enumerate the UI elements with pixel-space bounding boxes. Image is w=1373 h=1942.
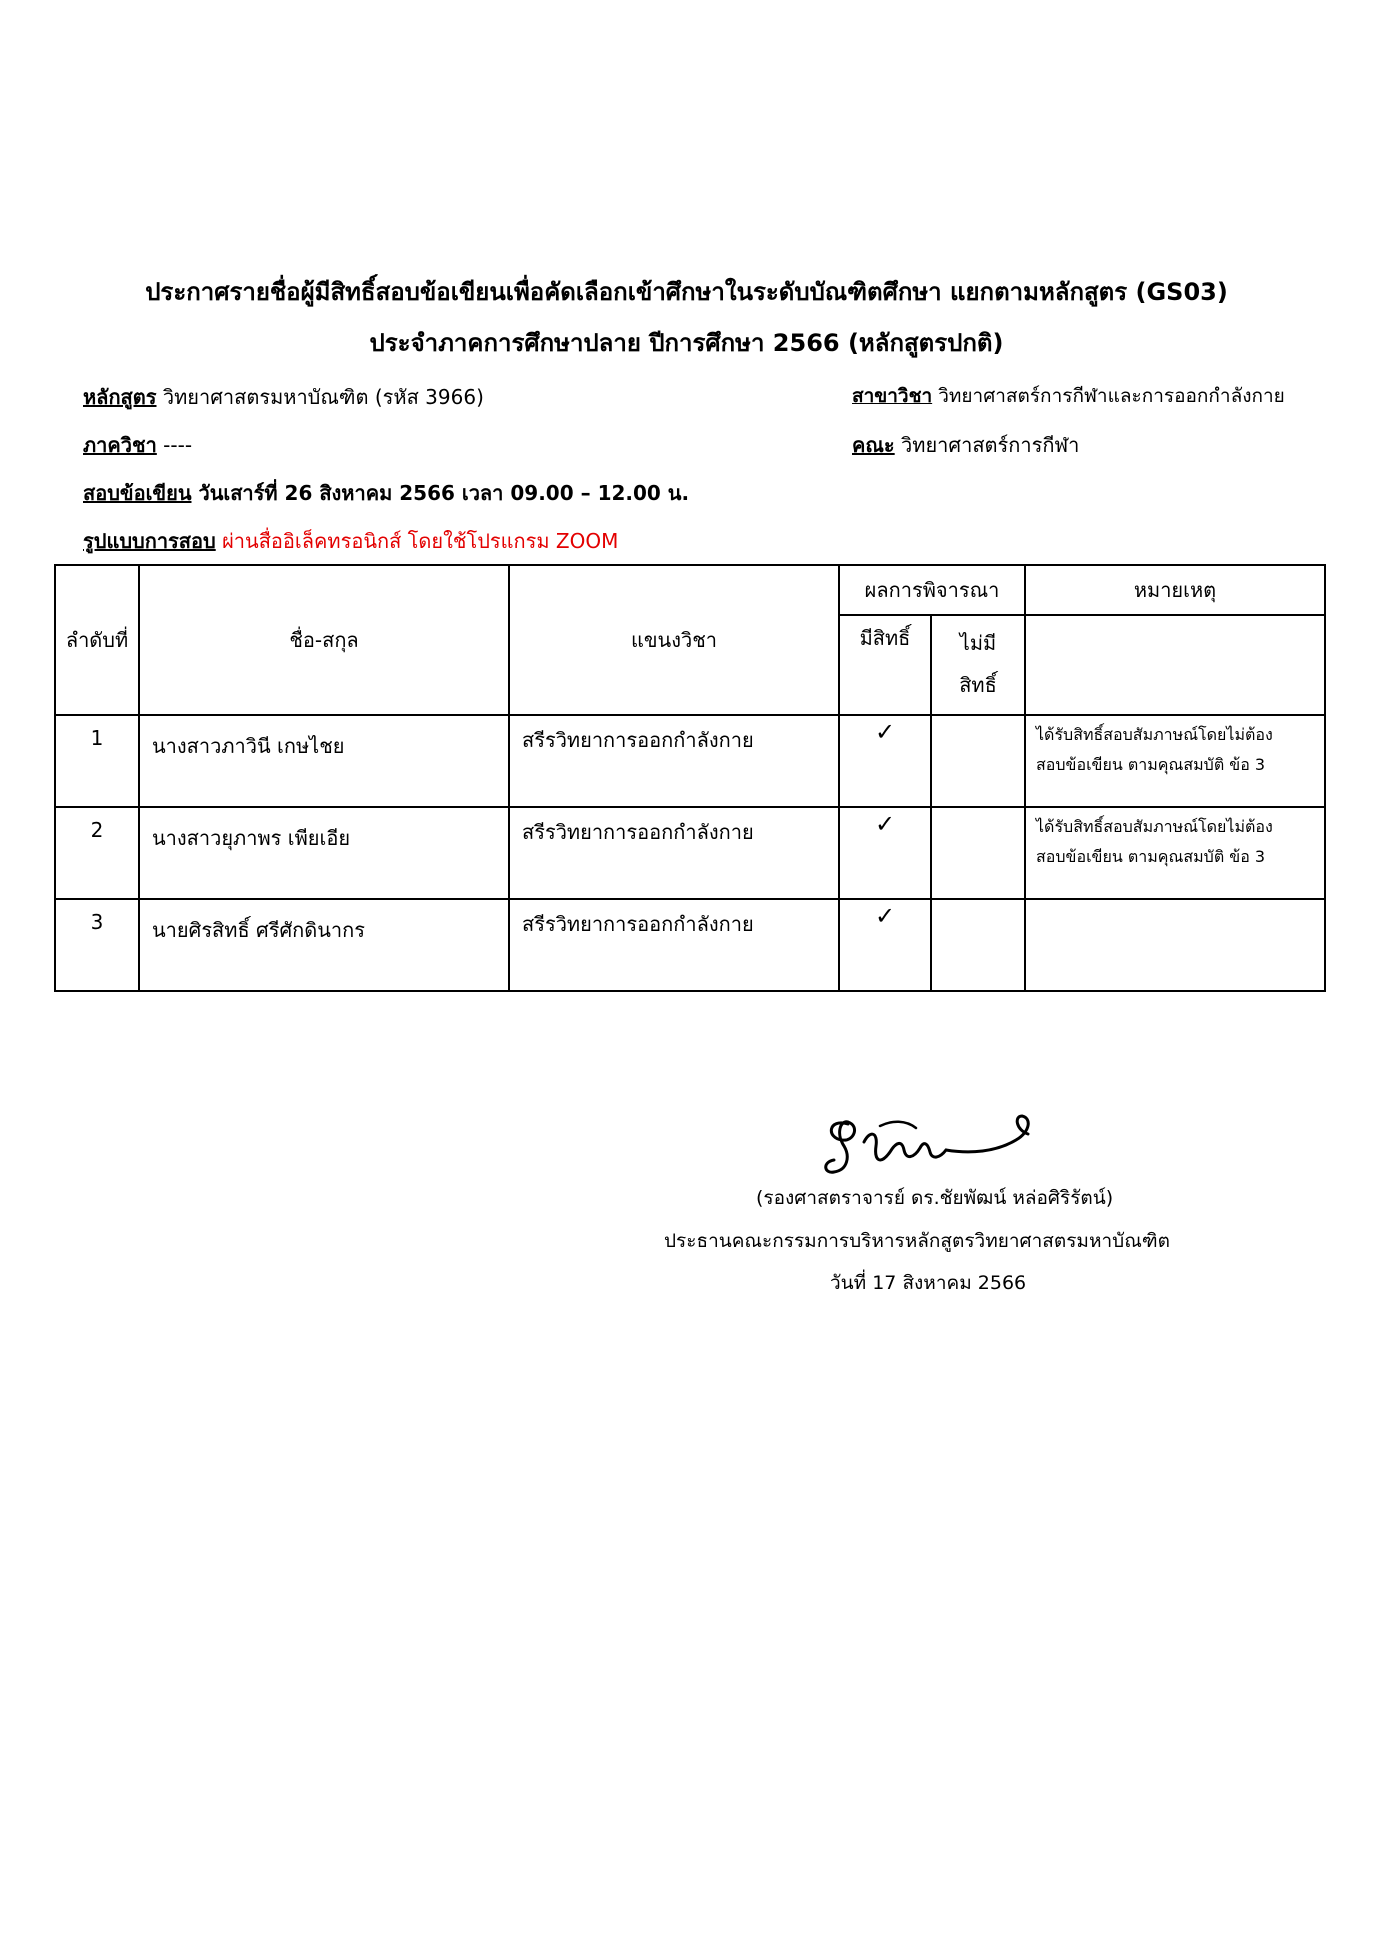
- signatory-position: ประธานคณะกรรมการบริหารหลักสูตรวิทยาศาสตรมหาบัณฑิต: [664, 1230, 1170, 1252]
- candidate-field: สรีรวิทยาการออกกำลังกาย: [509, 807, 839, 899]
- program-label: หลักสูตร: [83, 385, 157, 409]
- candidate-name: นายศิรสิทธิ์ ศรีศักดินากร: [139, 899, 509, 991]
- header-name: ชื่อ-สกุล: [139, 565, 509, 715]
- candidate-field: สรีรวิทยาการออกกำลังกาย: [509, 715, 839, 807]
- row-number: 3: [55, 899, 139, 991]
- announcement-date: วันที่ 17 สิงหาคม 2566: [830, 1272, 1027, 1294]
- header-remark-blank: [1025, 615, 1325, 715]
- exam-row: [83, 477, 689, 509]
- format-row: [83, 525, 618, 557]
- header-no: ลำดับที่: [55, 565, 139, 715]
- announcement-title-line1: ประกาศรายชื่อผู้มีสิทธิ์สอบข้อเขียนเพื่อคัดเลือกเข้าศึกษาในระดับบัณฑิตศึกษา แยกตามหลักสูตร (GS03): [145, 278, 1228, 306]
- remark-cell: [1025, 899, 1325, 991]
- faculty-row: [852, 429, 1079, 461]
- signatory-name: (รองศาสตราจารย์ ดร.ชัยพัฒน์ หล่อศิริรัตน์): [756, 1187, 1114, 1209]
- handwritten-signature-icon: [820, 1104, 1040, 1180]
- header-field: แขนงวิชา: [509, 565, 839, 715]
- announcement-title-line2: ประจำภาคการศึกษาปลาย ปีการศึกษา 2566 (หลักสูตรปกติ): [369, 329, 1004, 357]
- remark-line1: ได้รับสิทธิ์สอบสัมภาษณ์โดยไม่ต้อง: [1036, 725, 1273, 744]
- not-eligible-cell: [931, 807, 1025, 899]
- department-value: ----: [156, 433, 193, 457]
- row-number: 2: [55, 807, 139, 899]
- faculty-label: คณะ: [852, 433, 895, 457]
- row-number: 1: [55, 715, 139, 807]
- table-row: [55, 807, 1325, 899]
- major-value: วิทยาศาสตร์การกีฬาและการออกกำลังกาย: [932, 385, 1285, 407]
- remark-line2: สอบข้อเขียน ตามคุณสมบัติ ข้อ 3: [1036, 847, 1266, 866]
- remark-cell: [1025, 715, 1325, 807]
- candidate-name: นางสาวยุภาพร เพียเอีย: [139, 807, 509, 899]
- program-row: [83, 381, 484, 413]
- format-value: ผ่านสื่ออิเล็คทรอนิกส์ โดยใช้โปรแกรม ZOOM: [215, 529, 619, 553]
- table-row: [55, 899, 1325, 991]
- header-not-eligible: [931, 615, 1025, 715]
- remark-cell: [1025, 807, 1325, 899]
- not-eligible-cell: [931, 715, 1025, 807]
- header-not-eligible-line1: ไม่มี: [959, 631, 997, 655]
- candidate-field: สรีรวิทยาการออกกำลังกาย: [509, 899, 839, 991]
- department-label: ภาควิชา: [83, 433, 157, 457]
- department-row: [83, 429, 192, 461]
- faculty-value: วิทยาศาสตร์การกีฬา: [894, 433, 1080, 457]
- candidate-name: นางสาวภาวินี เกษไชย: [139, 715, 509, 807]
- program-value: วิทยาศาสตรมหาบัณฑิต (รหัส 3966): [156, 385, 484, 409]
- major-row: [852, 381, 1285, 411]
- major-label: สาขาวิชา: [852, 385, 933, 407]
- eligible-checkmark-icon: ✓: [839, 807, 931, 899]
- exam-label: สอบข้อเขียน: [83, 481, 192, 505]
- header-result: ผลการพิจารณา: [839, 565, 1025, 615]
- candidate-table: [54, 564, 1326, 992]
- not-eligible-cell: [931, 899, 1025, 991]
- format-label: รูปแบบการสอบ: [83, 529, 216, 553]
- eligible-checkmark-icon: ✓: [839, 899, 931, 991]
- header-not-eligible-line2: สิทธิ์: [959, 673, 997, 697]
- header-eligible: มีสิทธิ์: [839, 615, 931, 715]
- remark-line1: ได้รับสิทธิ์สอบสัมภาษณ์โดยไม่ต้อง: [1036, 817, 1273, 836]
- remark-line2: สอบข้อเขียน ตามคุณสมบัติ ข้อ 3: [1036, 755, 1266, 774]
- header-remark: หมายเหตุ: [1025, 565, 1325, 615]
- exam-value: วันเสาร์ที่ 26 สิงหาคม 2566 เวลา 09.00 – 12.00 น.: [191, 481, 690, 505]
- eligible-checkmark-icon: ✓: [839, 715, 931, 807]
- table-row: [55, 715, 1325, 807]
